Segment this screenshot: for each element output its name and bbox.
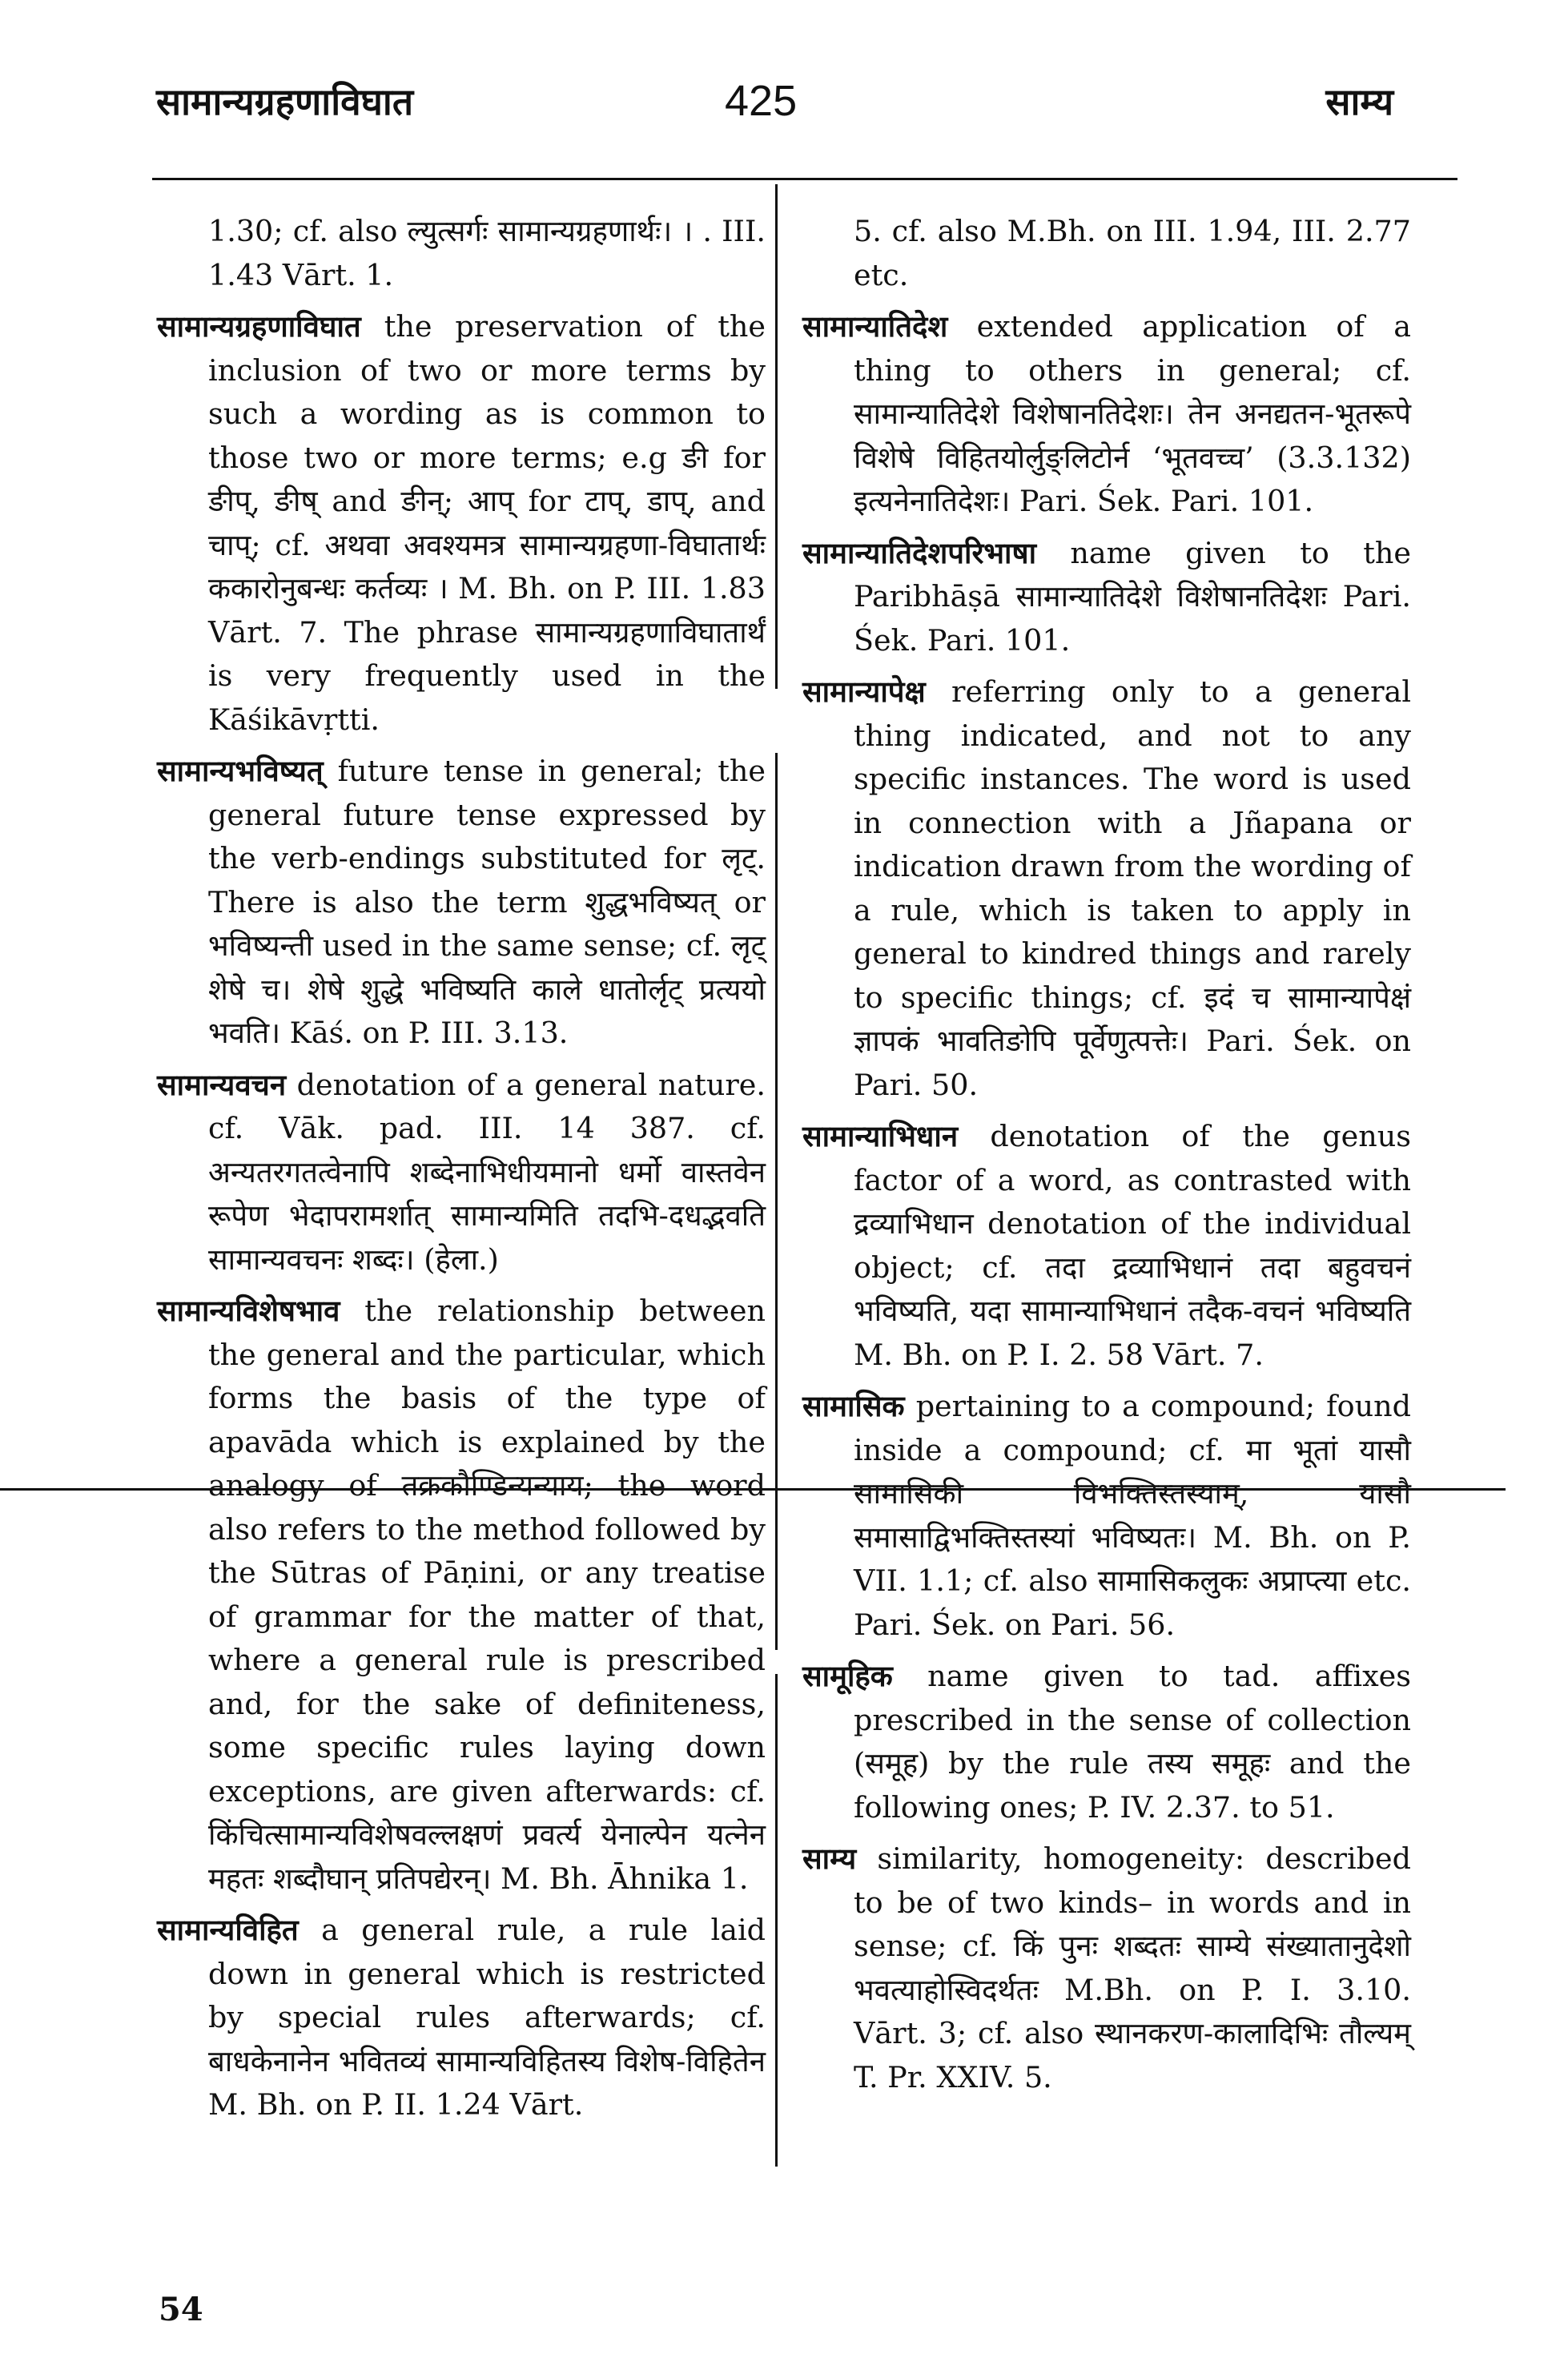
entry-headword: सामान्यभविष्यत् bbox=[157, 754, 324, 788]
dictionary-entry bbox=[802, 670, 1411, 1107]
entry-text: denotation of the genus factor of a word, as contrasted with द्रव्याभिधान denotation of the individual object; cf. तदा द्रव्याभिधानं तदा बहुवचनं भविष्यति, यदा सामान्याभिधानं तदैक-वचनं भविष्यति M. Bh. on P. I. 2. 58 Vārt. 7. bbox=[854, 1119, 1411, 1372]
entry-headword: सामान्यग्रहणाविघात bbox=[157, 309, 361, 344]
dictionary-entry bbox=[157, 1064, 766, 1282]
entry-headword: सामूहिक bbox=[802, 1659, 893, 1693]
dictionary-entry bbox=[802, 210, 1411, 297]
entry-text: pertaining to a compound; found inside a compound; cf. मा भूतां यासौ सामासिकी विभक्तिस्तस्याम्, यासौ समासाद्विभक्तिस्तस्यां भविष्यतः। M. Bh. on P. VII. 1.1; cf. also सामासिकलुकः अप्राप्त्या etc. Pari. Śek. on Pari. 56. bbox=[854, 1389, 1411, 1642]
dictionary-entry bbox=[157, 1909, 766, 2127]
left-column bbox=[157, 210, 766, 2135]
column-divider bbox=[775, 1674, 778, 2167]
entry-text: the preservation of the inclusion of two or more terms by such a wording as is common to those two or more terms; e.g ङी for ङीप्, ङीष् and ङीन्; आप् for टाप्, डाप्, and चाप्; cf. अथवा अवश्यमत्र सामान्यग्रहणा-विघातार्थः ककारोनुबन्धः कर्तव्यः । M. Bh. on P. III. 1.83 Vārt. 7. The phrase सामान्यग्रहणाविघातार्थं is very frequently used in the Kāśikāvṛtti. bbox=[208, 309, 766, 737]
entry-headword: सामान्यविशेषभाव bbox=[157, 1294, 340, 1328]
dictionary-entry bbox=[157, 750, 766, 1056]
column-divider bbox=[775, 753, 778, 1650]
dictionary-entry bbox=[157, 305, 766, 742]
entry-text: extended application of a thing to others in general; cf. सामान्यातिदेशे विशेषानतिदेशः। तेन अनद्यतन-भूतरूपे विशेषे विहितयोर्लुङ्लिटोर्न ‘भूतवच्च’ (3.3.132) इत्यनेनातिदेशः। Pari. Śek. Pari. 101. bbox=[854, 309, 1411, 518]
entry-text: future tense in general; the general future tense expressed by the verb-endings substituted for लृट्. There is also the term शुद्धभविष्यत् or भविष्यन्ती used in the same sense; cf. लृट् शेषे च। शेषे शुद्धे भविष्यति काले धातोर्लृट् प्रत्ययो भवति। Kāś. on P. III. 3.13. bbox=[208, 754, 766, 1050]
entry-text: 1.30; cf. also ल्युत्सर्गः सामान्यग्रहणार्थः। । . III. 1.43 Vārt. 1. bbox=[208, 214, 766, 292]
running-head-right: साम्य bbox=[1325, 80, 1393, 123]
entry-headword: सामान्यातिदेश bbox=[802, 309, 948, 344]
entry-headword: सामान्यापेक्ष bbox=[802, 674, 926, 709]
entry-text: a general rule, a rule laid down in general which is restricted by special rules afterwards; cf. बाधकेनानेन भवितव्यं सामान्यविहितस्य विशेष-विहितेन M. Bh. on P. II. 1.24 Vārt. bbox=[208, 1913, 766, 2122]
dictionary-entry bbox=[802, 532, 1411, 663]
entry-headword: सामान्यविहित bbox=[157, 1913, 299, 1947]
entry-headword: सामान्याभिधान bbox=[802, 1119, 959, 1153]
page-number: 425 bbox=[725, 77, 798, 125]
entry-text: denotation of a general nature. cf. Vāk. pad. III. 14 387. cf. अन्यतरगतत्वेनापि शब्देनाभिधीयमानो धर्मो वास्तवेन रूपेण भेदापरामर्शात् सामान्यमिति तदभि-दधद्भवति सामान्यवचनः शब्दः। (हेला.) bbox=[208, 1067, 766, 1277]
header-rule bbox=[152, 178, 1457, 180]
running-head-left: सामान्यग्रहणाविघात bbox=[156, 80, 414, 123]
right-column bbox=[802, 210, 1411, 2107]
dictionary-entry bbox=[802, 305, 1411, 524]
entry-headword: साम्य bbox=[802, 1841, 857, 1876]
entry-headword: सामान्यवचन bbox=[157, 1067, 287, 1102]
entry-text: referring only to a general thing indicated, and not to any specific instances. The word is used in connection with a Jñapana or indication drawn from the wording of a rule, which is taken to apply in general to kindred things and rarely to specific things; cf. इदं च सामान्यापेक्षं ज्ञापकं भावतिङोपि पूर्वेणुत्पत्तेः। Pari. Śek. on Pari. 50. bbox=[854, 674, 1411, 1102]
dictionary-entry bbox=[157, 1290, 766, 1901]
dictionary-entry bbox=[802, 1837, 1411, 2099]
column-divider bbox=[775, 184, 778, 689]
entry-text: similarity, homogeneity: described to be of two kinds– in words and in sense; cf. किं पुनः शब्दतः साम्ये संख्यातानुदेशो भवत्याहोस्विदर्थतः M.Bh. on P. I. 3.10. Vārt. 3; cf. also स्थानकरण-कालादिभिः तौल्यम् T. Pr. XXIV. 5. bbox=[854, 1841, 1411, 2094]
entry-headword: सामान्यातिदेशपरिभाषा bbox=[802, 535, 1037, 570]
dictionary-entry bbox=[802, 1385, 1411, 1647]
dictionary-entry bbox=[157, 210, 766, 297]
entry-text: name given to tad. affixes prescribed in the sense of collection (समूह) by the rule तस्य समूहः and the following ones; P. IV. 2.37. to 51. bbox=[854, 1659, 1411, 1825]
entry-text: the relationship between the general and the particular, which forms the basis of the type of apavāda which is explained by the analogy of तक्रकौण्डिन्यन्याय; the word also refers to the method followed by the Sūtras of Pāṇini, or any treatise of grammar for the matter of that, where a general rule is prescribed and, for the sake of definiteness, some specific rules laying down exceptions, are given afterwards: cf. किंचित्सामान्यविशेषवल्लक्षणं प्रवर्त्य येनाल्पेन यत्नेन महतः शब्दौघान् प्रतिपद्येरन्। M. Bh. Āhnika 1. bbox=[208, 1294, 766, 1896]
dictionary-entry bbox=[802, 1115, 1411, 1377]
entry-headword: सामासिक bbox=[802, 1389, 905, 1423]
entry-text: 5. cf. also M.Bh. on III. 1.94, III. 2.77 etc. bbox=[854, 214, 1411, 292]
entry-text: name given to the Paribhāṣā सामान्यातिदेशे विशेषानतिदेशः Pari. Śek. Pari. 101. bbox=[854, 535, 1411, 658]
dictionary-entry bbox=[802, 1655, 1411, 1829]
signature-mark: 54 bbox=[159, 2291, 203, 2328]
